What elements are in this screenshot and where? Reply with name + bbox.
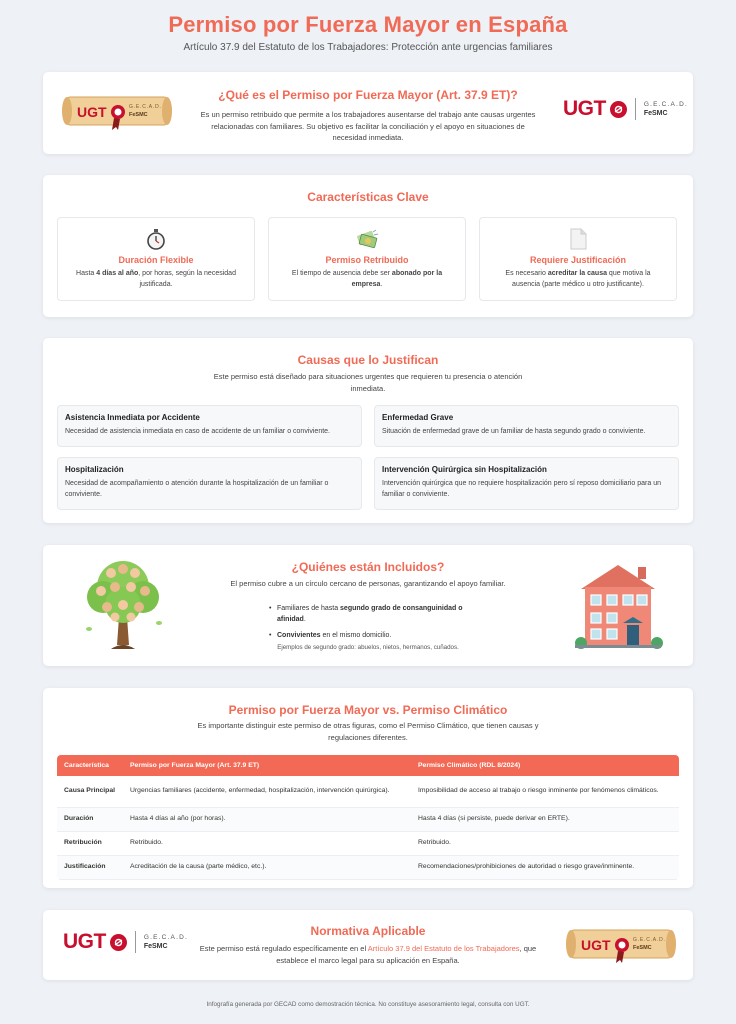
table-header-row bbox=[57, 755, 679, 776]
table-cell: Causa Principal bbox=[57, 776, 123, 807]
cause-text: Situación de enfermedad grave de un familiar de hasta segundo grado o conviviente. bbox=[382, 428, 646, 435]
causes-card bbox=[43, 338, 693, 523]
feature-duration bbox=[57, 217, 255, 301]
ugt-emblem-icon bbox=[110, 934, 127, 951]
normativa-card bbox=[43, 910, 693, 980]
stopwatch-icon bbox=[58, 228, 254, 250]
table-cell: Acreditación de la causa (parte médico, etc.). bbox=[123, 855, 411, 879]
compare-intro: Es importante distinguir este permiso de otras figuras, como el Permiso Climático, que tienen causas y regulaciones diferentes. bbox=[197, 721, 539, 742]
svg-text:FeSMC: FeSMC bbox=[129, 112, 148, 118]
estatuto-link[interactable]: Artículo 37.9 del Estatuto de los Trabajadores bbox=[367, 944, 520, 953]
table-cell: Retribuido. bbox=[123, 831, 411, 855]
comparison-table bbox=[57, 755, 679, 880]
causes-title: Causas que lo Justifican bbox=[297, 353, 439, 367]
feature-text: Es necesario acreditar la causa que motiva la ausencia (parte médico u otro justificante). bbox=[505, 270, 651, 288]
table-row bbox=[57, 855, 679, 879]
intro-text: Es un permiso retribuido que permite a los trabajadores ausentarse del trabajo ante causas urgentes relacionadas con familiares. Su objetivo es facilitar la conciliación y el apoyo en situaciones de necesidad inmediata. bbox=[200, 110, 536, 143]
cause-text: Necesidad de acompañamiento o atención durante la hospitalización de un familiar o conviviente. bbox=[65, 480, 329, 498]
page-subtitle: Artículo 37.9 del Estatuto de los Trabajadores: Protección ante urgencias familiares bbox=[183, 42, 553, 53]
column-header: Permiso Climático (RDL 8/2024) bbox=[411, 755, 679, 776]
ugt-wordmark: UGT bbox=[563, 97, 606, 120]
compare-title: Permiso por Fuerza Mayor vs. Permiso Climático bbox=[228, 703, 508, 717]
table-cell: Hasta 4 días al año (por horas). bbox=[123, 807, 411, 831]
svg-text:FeSMC: FeSMC bbox=[633, 945, 652, 951]
ugt-logo bbox=[563, 97, 688, 121]
cause-text: Intervención quirúrgica que no requiere hospitalización pero sí reposo domiciliario para un familiar o conviviente. bbox=[382, 480, 661, 498]
normativa-title: Normativa Aplicable bbox=[310, 924, 426, 938]
feature-title: Duración Flexible bbox=[118, 255, 194, 265]
house-icon bbox=[573, 559, 663, 656]
svg-text:UGT: UGT bbox=[581, 937, 611, 953]
table-row bbox=[57, 831, 679, 855]
feature-title: Requiere Justificación bbox=[529, 255, 627, 265]
feature-text: El tiempo de ausencia debe ser abonado por la empresa. bbox=[291, 270, 443, 288]
table-cell: Urgencias familiares (accidente, enfermedad, hospitalización, intervención quirúrgica). bbox=[123, 776, 411, 807]
cause-surgery bbox=[374, 457, 679, 510]
comparison-table-wrap bbox=[57, 755, 679, 880]
ugt-logo bbox=[63, 930, 188, 954]
table-row bbox=[57, 776, 679, 807]
table-cell: Hasta 4 días (si persiste, puede derivar en ERTE). bbox=[411, 807, 679, 831]
intro-card bbox=[43, 72, 693, 154]
table-cell: Retribución bbox=[57, 831, 123, 855]
intro-title: ¿Qué es el Permiso por Fuerza Mayor (Art. 37.9 ET)? bbox=[218, 88, 518, 102]
included-card bbox=[43, 545, 693, 666]
cause-title: Enfermedad Grave bbox=[382, 413, 454, 422]
cause-accident bbox=[57, 405, 362, 447]
table-cell: Justificación bbox=[57, 855, 123, 879]
compare-card bbox=[43, 688, 693, 888]
ugt-scroll-badge bbox=[565, 925, 675, 965]
included-title: ¿Quiénes están Incluidos? bbox=[291, 560, 445, 574]
feature-paid bbox=[268, 217, 466, 301]
logo-divider bbox=[135, 931, 136, 953]
column-header: Característica bbox=[57, 755, 123, 776]
family-tree-icon bbox=[81, 557, 166, 657]
normativa-text: Este permiso está regulado específicamente en el Artículo 37.9 del Estatuto de los Trabajadores, que establece el marco legal para su aplicación en España. bbox=[199, 944, 537, 965]
cause-text: Necesidad de asistencia inmediata en caso de accidente de un familiar o conviviente. bbox=[65, 428, 330, 435]
included-intro: El permiso cubre a un círculo cercano de personas, garantizando el apoyo familiar. bbox=[230, 579, 506, 588]
cause-illness bbox=[374, 405, 679, 447]
cause-title: Hospitalización bbox=[65, 465, 124, 474]
logo-divider bbox=[635, 98, 636, 120]
table-row bbox=[57, 807, 679, 831]
causes-intro: Este permiso está diseñado para situaciones urgentes que requieren tu presencia o atención inmediata. bbox=[213, 372, 523, 393]
document-icon bbox=[480, 228, 676, 250]
cause-title: Intervención Quirúrgica sin Hospitalización bbox=[382, 465, 547, 474]
ugt-emblem-icon bbox=[610, 101, 627, 118]
table-cell: Retribuido. bbox=[411, 831, 679, 855]
svg-text:UGT: UGT bbox=[77, 104, 107, 120]
page-header bbox=[0, 0, 736, 62]
feature-title: Permiso Retribuido bbox=[325, 255, 409, 265]
fesmc-label: FeSMC bbox=[143, 943, 168, 950]
features-card bbox=[43, 175, 693, 317]
gecad-label: G.E.C.A.D. bbox=[643, 101, 688, 108]
table-cell: Imposibilidad de acceso al trabajo o riesgo inminente por fenómenos climáticos. bbox=[411, 776, 679, 807]
money-icon bbox=[269, 228, 465, 250]
ugt-wordmark: UGT bbox=[63, 930, 106, 953]
list-item: • Convivientes en el mismo domicilio. bbox=[269, 632, 392, 640]
ugt-scroll-badge bbox=[61, 92, 171, 132]
feature-justification bbox=[479, 217, 677, 301]
included-examples: Ejemplos de segundo grado: abuelos, nietos, hermanos, cuñados. bbox=[277, 644, 459, 651]
column-header: Permiso por Fuerza Mayor (Art. 37.9 ET) bbox=[123, 755, 411, 776]
table-cell: Recomendaciones/prohibiciones de autoridad o riesgo grave/inminente. bbox=[411, 855, 679, 879]
features-title: Características Clave bbox=[307, 190, 429, 204]
gecad-label: G.E.C.A.D. bbox=[143, 934, 188, 941]
svg-text:G.E.C.A.D.: G.E.C.A.D. bbox=[633, 937, 666, 943]
page-title: Permiso por Fuerza Mayor en España bbox=[168, 12, 568, 37]
table-cell: Duración bbox=[57, 807, 123, 831]
list-item: • Familiares de hasta segundo grado de consanguinidad o afinidad. bbox=[269, 605, 463, 624]
cause-hospitalization bbox=[57, 457, 362, 510]
svg-text:G.E.C.A.D.: G.E.C.A.D. bbox=[129, 104, 162, 110]
feature-text: Hasta 4 días al año, por horas, según la necesidad justificada. bbox=[76, 270, 236, 288]
page-footer: Infografía generada por GECAD como demostración técnica. No constituye asesoramiento legal, consulta con UGT. bbox=[206, 1001, 530, 1008]
cause-title: Asistencia Inmediata por Accidente bbox=[65, 413, 200, 422]
fesmc-label: FeSMC bbox=[643, 110, 668, 117]
included-list bbox=[269, 603, 469, 642]
